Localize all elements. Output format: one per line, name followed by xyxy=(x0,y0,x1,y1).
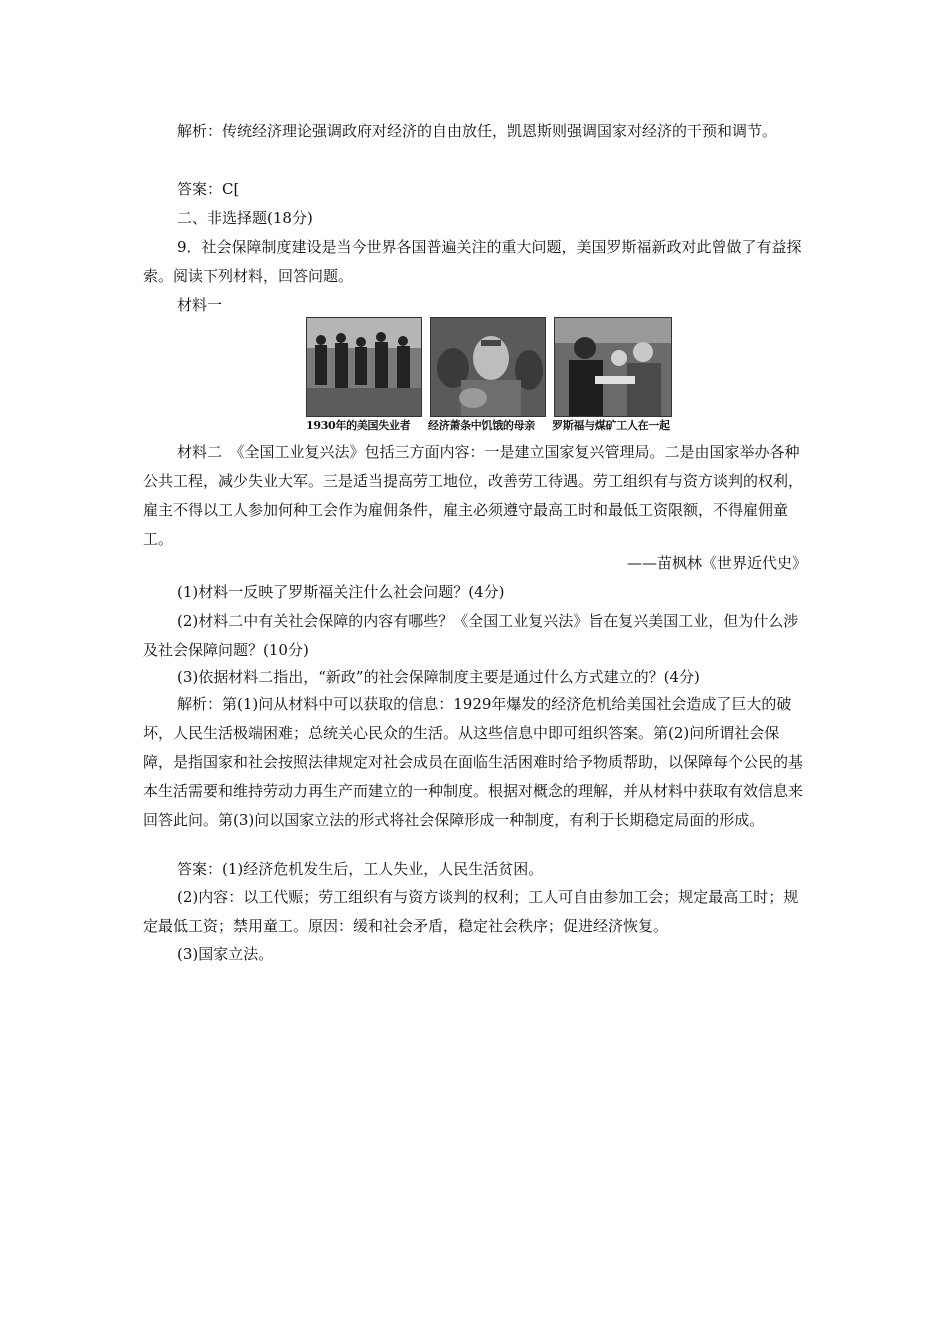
answer-q9-part2: (2)内容：以工代赈；劳工组织有与资方谈判的权利；工人可自由参加工会；规定最高工时；规定最低工资；禁用童工。原因：缓和社会矛盾，稳定社会秩序；促进经济恢复。 xyxy=(143,888,799,935)
hungry-mother-photo xyxy=(430,317,546,417)
analysis-q9: 解析：第(1)问从材料中可以获取的信息：1929年爆发的经济危机给美国社会造成了巨大的破坏，人民生活极端困难；总统关心民众的生活。从这些信息中即可组织答案。第(2)问所谓社会保障，是指国家和社会按照法律规定对社会成员在面临生活困难时给予物质帮助，以保障每个公民的基本生活需要和维持劳动力再生产而建立的一种制度。根据对概念的理解，并从材料中获取有效信息来回答此问。第(3)问以国家立法的形式将社会保障形成一种制度，有利于长期稳定局面的形成。 xyxy=(143,695,804,829)
photo-caption-3: 罗斯福与煤矿工人在一起 xyxy=(552,419,670,432)
answer-q8: 答案：C[ xyxy=(177,180,240,198)
photo-caption-2: 经济萧条中饥饿的母亲 xyxy=(428,419,535,432)
sub-question-3: (3)依据材料二指出，“新政”的社会保障制度主要是通过什么方式建立的？(4分) xyxy=(177,668,700,686)
photo-caption-1: 1930年的美国失业者 xyxy=(306,419,411,432)
sub-question-2: (2)材料二中有关社会保障的内容有哪些？《全国工业复兴法》旨在复兴美国工业，但为什么涉及社会保障问题？(10分) xyxy=(143,612,799,659)
sub-question-1: (1)材料一反映了罗斯福关注什么社会问题？(4分) xyxy=(177,583,505,601)
answer-q9-part1: 答案：(1)经济危机发生后，工人失业，人民生活贫困。 xyxy=(177,860,544,878)
answer-q9-part3: (3)国家立法。 xyxy=(177,945,274,963)
material-1-label: 材料一 xyxy=(177,296,223,314)
material-2-source: ——苗枫林《世界近代史》 xyxy=(626,554,807,572)
unemployed-1930-photo xyxy=(306,317,422,417)
question-9: 9．社会保障制度建设是当今世界各国普遍关注的重大问题，美国罗斯福新政对此曾做了有益探索。阅读下列材料，回答问题。 xyxy=(143,238,802,285)
material-2: 材料二 《全国工业复兴法》包括三方面内容：一是建立国家复兴管理局。二是由国家举办各种公共工程，减少失业大军。三是适当提高劳工地位，改善劳工待遇。劳工组织有与资方谈判的权利，雇主不得以工人参加何种工会作为雇佣条件，雇主必须遵守最高工时和最低工资限额，不得雇佣童工。 xyxy=(143,443,804,548)
roosevelt-miners-photo xyxy=(554,317,672,417)
material-1-photos xyxy=(304,317,674,435)
analysis-q8: 解析：传统经济理论强调政府对经济的自由放任，凯恩斯则强调国家对经济的干预和调节。 xyxy=(177,122,778,140)
section-heading: 二、非选择题(18分) xyxy=(177,209,313,227)
